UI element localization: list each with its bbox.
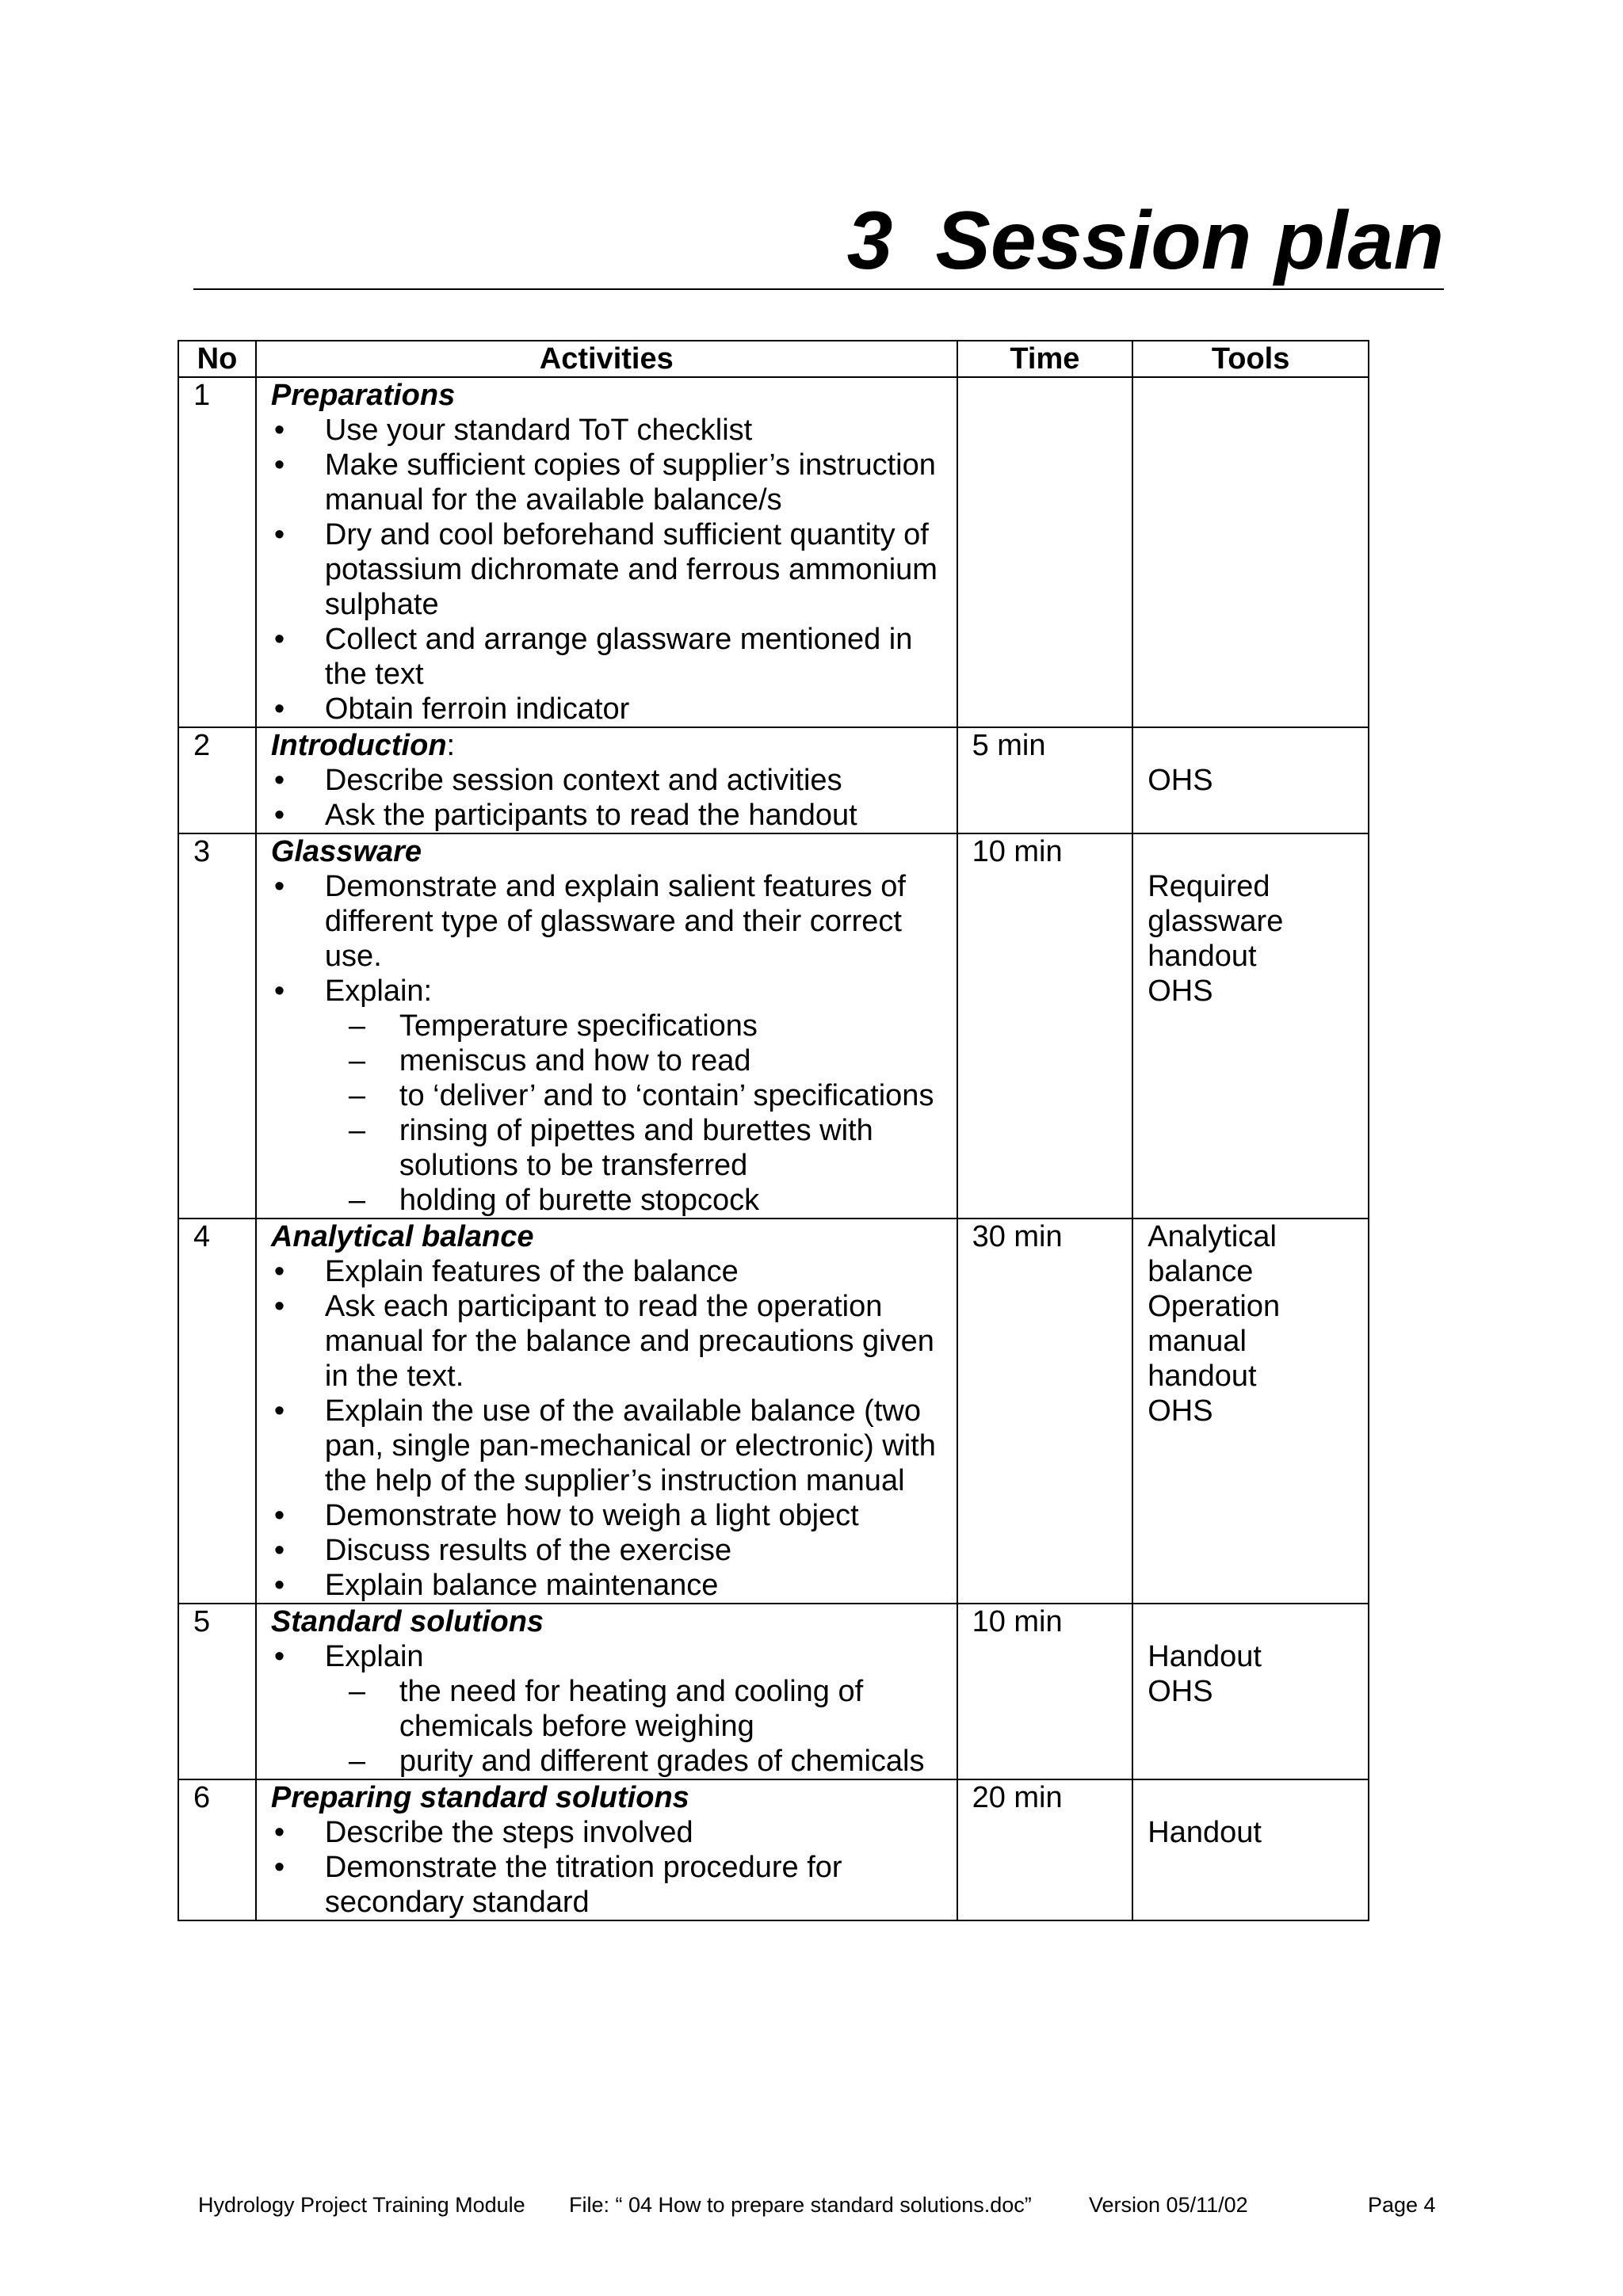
- time-cell: [957, 377, 1133, 727]
- list-item: • Demonstrate the titration procedure for secondary standard: [271, 1850, 942, 1920]
- time-cell: 30 min: [957, 1219, 1133, 1604]
- list-item: • Obtain ferroin indicator: [271, 692, 942, 727]
- activities-cell: [256, 727, 957, 833]
- section-heading: [193, 187, 1444, 290]
- activity-title: Glassware: [270, 835, 422, 868]
- tools-cell: [1132, 833, 1369, 1219]
- bullet-list: [271, 1815, 942, 1920]
- activities-cell: [256, 1219, 957, 1604]
- time-cell: 20 min: [957, 1779, 1133, 1920]
- tool-item: Operation: [1148, 1290, 1281, 1323]
- activity-title: Preparing standard solutions: [270, 1781, 689, 1814]
- tool-item: manual: [1148, 1325, 1247, 1358]
- time-cell: 10 min: [957, 833, 1133, 1219]
- sub-list-item: – Temperature specifications: [325, 1009, 942, 1043]
- dash-list: [325, 1674, 942, 1779]
- tool-item: handout: [1148, 1360, 1257, 1393]
- list-item: • Explain balance maintenance: [271, 1568, 942, 1603]
- bullet-list: [271, 413, 942, 727]
- page-title: [846, 195, 1444, 287]
- tools-cell: [1132, 1604, 1369, 1779]
- session-plan-table: [178, 340, 1369, 1921]
- list-item: • Make sufficient copies of supplier’s instruction manual for the available balance/s: [271, 448, 942, 517]
- tool-item: glassware: [1148, 905, 1284, 938]
- footer-version: Version 05/11/02: [1089, 2193, 1248, 2217]
- row-number: 1: [178, 377, 256, 727]
- table-row: [178, 1604, 1369, 1779]
- activities-cell: [256, 1779, 957, 1920]
- sub-list-item: – holding of burette stopcock: [325, 1183, 942, 1218]
- tool-item: OHS: [1148, 1394, 1213, 1428]
- list-item: [271, 974, 942, 1218]
- row-number: 5: [178, 1604, 256, 1779]
- tools-cell: [1132, 727, 1369, 833]
- tools-cell: [1132, 377, 1369, 727]
- activity-title-suffix: :: [446, 729, 456, 762]
- table-row: [178, 727, 1369, 833]
- list-item: • Collect and arrange glassware mentioned in the text: [271, 622, 942, 692]
- bullet-list: [271, 1639, 942, 1779]
- dash-list: [325, 1009, 942, 1218]
- list-item: • Explain features of the balance: [271, 1254, 942, 1289]
- activities-cell: [256, 833, 957, 1219]
- sub-list-item: – meniscus and how to read: [325, 1043, 942, 1078]
- list-item: • Describe the steps involved: [271, 1815, 942, 1850]
- list-item: • Ask each participant to read the operation manual for the balance and precautions given in the text.: [271, 1289, 942, 1394]
- activity-title: Introduction: [270, 729, 447, 762]
- tool-item: handout: [1148, 940, 1257, 973]
- table-row: [178, 1219, 1369, 1604]
- list-item: • Discuss results of the exercise: [271, 1533, 942, 1568]
- tool-item: OHS: [1148, 1675, 1213, 1708]
- table-row: [178, 377, 1369, 727]
- header-no: No: [178, 341, 256, 377]
- list-item: • Demonstrate how to weigh a light object: [271, 1498, 942, 1533]
- bullet-list: [271, 1254, 942, 1603]
- header-tools: Tools: [1132, 341, 1369, 377]
- activity-title: Preparations: [270, 379, 456, 412]
- list-item: [271, 1639, 942, 1779]
- footer-page-number: Page 4: [1368, 2193, 1436, 2217]
- row-number: 6: [178, 1779, 256, 1920]
- table-row: [178, 1779, 1369, 1920]
- row-number: 4: [178, 1219, 256, 1604]
- tool-item: Handout: [1148, 1816, 1262, 1849]
- list-item: • Dry and cool beforehand sufficient quantity of potassium dichromate and ferrous ammonium sulphate: [271, 517, 942, 622]
- activities-cell: [256, 1604, 957, 1779]
- footer-file: File: “ 04 How to prepare standard solutions.doc”: [569, 2193, 1032, 2217]
- row-number: 2: [178, 727, 256, 833]
- bullet-list: [271, 763, 942, 833]
- tool-item: OHS: [1148, 764, 1213, 797]
- tool-item: Required: [1148, 870, 1270, 903]
- table-header-row: [178, 341, 1369, 377]
- time-cell: 10 min: [957, 1604, 1133, 1779]
- tool-item: OHS: [1148, 974, 1213, 1008]
- sub-list-item: – rinsing of pipettes and burettes with solutions to be transferred: [325, 1113, 942, 1183]
- bullet-list: [271, 869, 942, 1218]
- table-row: [178, 833, 1369, 1219]
- header-activities: Activities: [256, 341, 957, 377]
- section-number: 3: [846, 195, 893, 287]
- list-item: • Describe session context and activities: [271, 763, 942, 798]
- tool-item: Handout: [1148, 1640, 1262, 1673]
- list-item-text: Explain: [324, 1640, 424, 1673]
- tool-item: balance: [1148, 1255, 1254, 1288]
- sub-list-item: – to ‘deliver’ and to ‘contain’ specifications: [325, 1078, 942, 1113]
- tools-cell: [1132, 1219, 1369, 1604]
- list-item: • Demonstrate and explain salient features of different type of glassware and their correct use.: [271, 869, 942, 974]
- section-title: Session plan: [935, 195, 1444, 287]
- header-time: Time: [957, 341, 1133, 377]
- list-item: • Ask the participants to read the handout: [271, 798, 942, 833]
- tools-cell: [1132, 1779, 1369, 1920]
- sub-list-item: – the need for heating and cooling of chemicals before weighing: [325, 1674, 942, 1744]
- activity-title: Standard solutions: [270, 1605, 544, 1638]
- activity-title: Analytical balance: [270, 1220, 534, 1253]
- list-item-text: Explain:: [324, 974, 433, 1008]
- list-item: • Use your standard ToT checklist: [271, 413, 942, 448]
- tool-item: Analytical: [1148, 1220, 1277, 1253]
- list-item: • Explain the use of the available balance (two pan, single pan-mechanical or electronic) with the help of the supplier’s instruction manual: [271, 1394, 942, 1498]
- time-cell: 5 min: [957, 727, 1133, 833]
- footer-module: Hydrology Project Training Module: [198, 2193, 525, 2217]
- activities-cell: [256, 377, 957, 727]
- sub-list-item: – purity and different grades of chemicals: [325, 1744, 942, 1779]
- row-number: 3: [178, 833, 256, 1219]
